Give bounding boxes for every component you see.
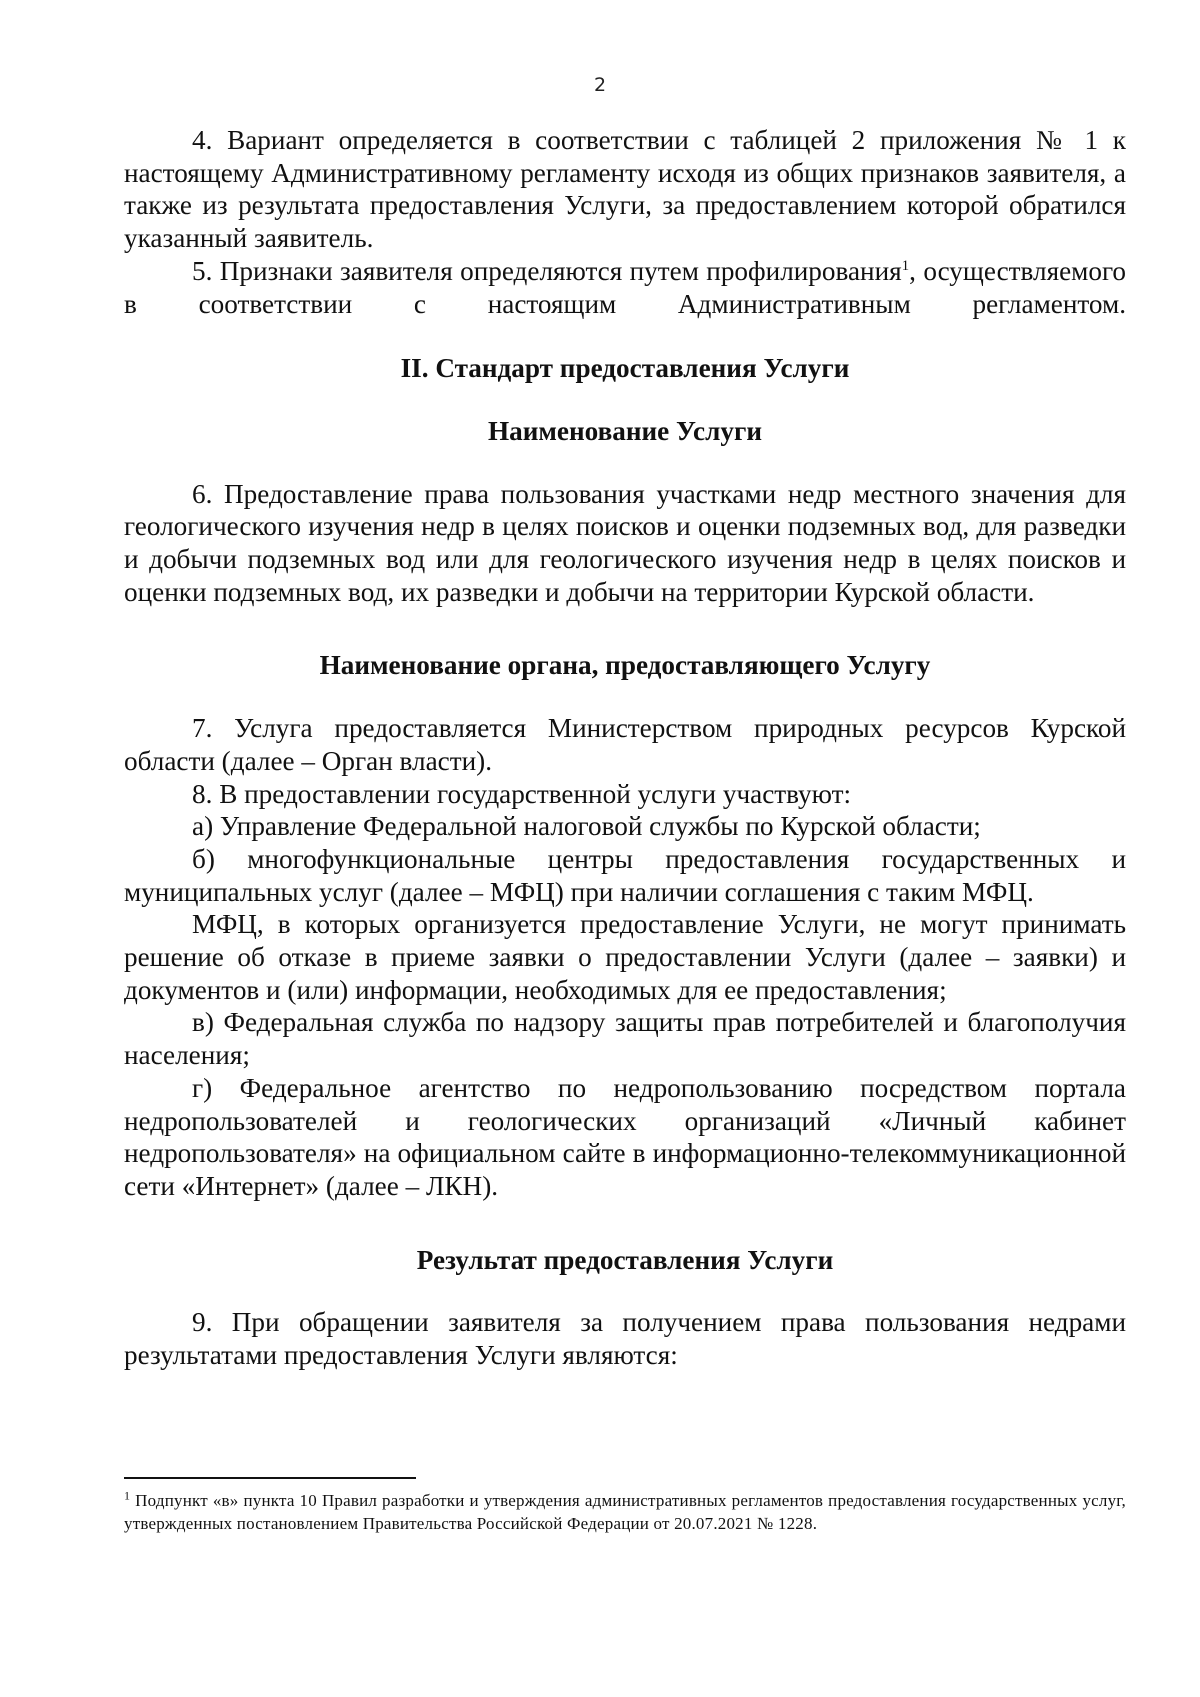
paragraph-8-v: в) Федеральная служба по надзору защиты прав потребителей и благополучия населения; <box>124 1007 1126 1071</box>
paragraph-8-g: г) Федеральное агентство по недропользованию посредством портала недропользователей и геологических организаций «Личный кабинет недропользователя» на официальном сайте в информационно-телекоммуникационной сети «Интернет» (далее – ЛКН). <box>124 1072 1126 1201</box>
footnote <box>124 1490 1126 1535</box>
result-heading: Результат предоставления Услуги <box>416 1244 834 1275</box>
body-text <box>124 124 1126 1372</box>
paragraph-7: 7. Услуга предоставляется Министерством природных ресурсов Курской области (далее – Орган власти). <box>124 713 1126 776</box>
paragraph-5 <box>124 255 1126 320</box>
paragraph-9: 9. При обращении заявителя за получением права пользования недрами результатами предоставления Услуги являются: <box>124 1307 1126 1371</box>
paragraph-8-b: б) многофункциональные центры предоставления государственных и муниципальных услуг (далее – МФЦ) при наличии соглашения с таким МФЦ. <box>124 843 1126 907</box>
section-2-heading: II. Стандарт предоставления Услуги <box>400 353 850 384</box>
paragraph-5-text-continued: , осуществляемого в соответствии с настоящим Административным регламентом. <box>124 255 1127 319</box>
paragraph-6: 6. Предоставление права пользования участками недр местного значения для геологического изучения недр в целях поисков и оценки подземных вод, для разведки и добычи подземных вод или для геологического изучения недр в целях поисков и оценки подземных вод, их разведки и добычи на территории Курской области. <box>124 478 1126 607</box>
footnote-separator <box>124 1477 416 1479</box>
footnote-mark: 1 <box>124 1488 131 1503</box>
paragraph-8-a: а) Управление Федеральной налоговой службы по Курской области; <box>192 811 981 842</box>
footnote-text: Подпункт «в» пункта 10 Правил разработки и утверждения административных регламентов предоставления государственных услуг, утвержденных постановлением Правительства Российской Федерации от 20.07.2021 № 1228. <box>124 1491 1126 1533</box>
paragraph-5-text: 5. Признаки заявителя определяются путем профилирования <box>192 255 902 286</box>
service-name-heading: Наименование Услуги <box>488 415 762 446</box>
authority-name-heading: Наименование органа, предоставляющего Услугу <box>319 650 931 681</box>
paragraph-4: 4. Вариант определяется в соответствии с таблицей 2 приложения № 1 к настоящему Административному регламенту исходя из общих признаков заявителя, а также из результата предоставления Услуги, за предоставлением которой обратился указанный заявитель. <box>124 125 1126 254</box>
paragraph-8-b-mfc: МФЦ, в которых организуется предоставление Услуги, не могут принимать решение об отказе в приеме заявки о предоставлении Услуги (далее – заявки) и документов и (или) информации, необходимых для ее предоставления; <box>124 909 1126 1005</box>
footnote-reference: 1 <box>901 257 910 274</box>
paragraph-8: 8. В предоставлении государственной услуги участвуют: <box>192 778 852 809</box>
page-number: 2 <box>593 74 607 96</box>
